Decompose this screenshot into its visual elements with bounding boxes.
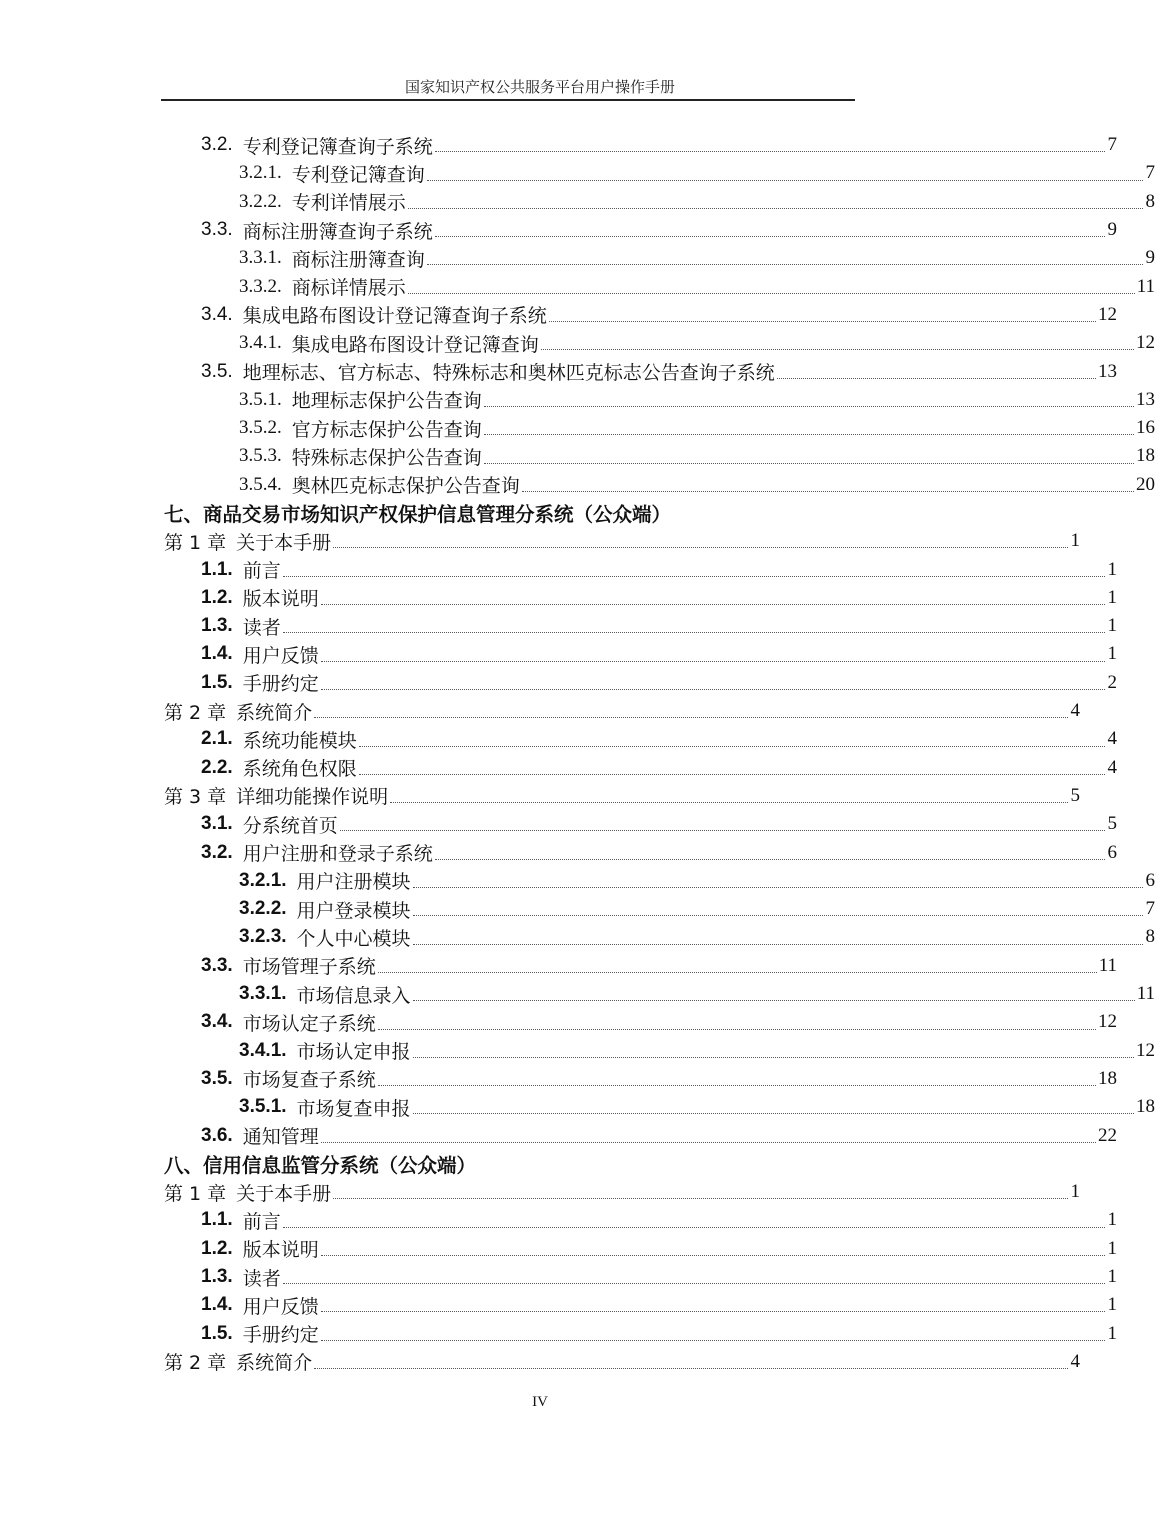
toc-entry-page: 1 — [1070, 530, 1080, 552]
toc-entry[interactable] — [0, 357, 1117, 385]
toc-entry-page: 11 — [1098, 954, 1117, 976]
toc-entry-page: 11 — [1136, 275, 1155, 297]
toc-dot-leader — [359, 773, 1105, 775]
toc-entry-title: 系统功能模块 — [242, 729, 357, 752]
toc-entry-number: 1.4. — [201, 643, 233, 665]
toc-entry-number: 3.6. — [201, 1124, 233, 1146]
toc-entry[interactable] — [0, 131, 1117, 159]
toc-entry-title: 用户注册和登录子系统 — [242, 843, 433, 866]
toc-entry-title: 用户反馈 — [242, 644, 319, 667]
toc-dot-leader — [283, 575, 1105, 577]
toc-entry-number: 3.2.2. — [239, 190, 282, 212]
toc-section-heading[interactable] — [0, 499, 1080, 527]
toc-dot-leader — [413, 1112, 1134, 1114]
toc-dot-leader — [390, 801, 1068, 803]
toc-entry-page: 4 — [1107, 756, 1117, 778]
toc-entry-page: 4 — [1070, 700, 1080, 722]
toc-entry-page: 6 — [1107, 841, 1117, 863]
toc-entry[interactable] — [0, 386, 1155, 414]
toc-entry[interactable] — [0, 923, 1155, 951]
toc-entry-title: 版本说明 — [242, 588, 319, 611]
toc-entry-page: 7 — [1145, 898, 1155, 920]
toc-entry-number: 3.3. — [201, 954, 233, 976]
toc-entry-title: 系统简介 — [236, 701, 313, 724]
toc-entry[interactable] — [0, 244, 1155, 272]
toc-entry-number: 第 2 章 — [164, 701, 227, 724]
toc-entry-title: 官方标志保护公告查询 — [291, 418, 482, 441]
toc-entry[interactable] — [0, 1235, 1117, 1263]
toc-entry-number: 1.1. — [201, 558, 233, 580]
toc-dot-leader — [435, 150, 1105, 152]
page-number: IV — [532, 1394, 548, 1410]
toc-entry[interactable] — [0, 216, 1117, 244]
toc-entry-page: 4 — [1070, 1350, 1080, 1372]
toc-dot-leader — [321, 1339, 1105, 1341]
toc-dot-leader — [427, 263, 1143, 265]
toc-entry-page: 12 — [1136, 1039, 1155, 1061]
toc-entry[interactable] — [0, 1065, 1117, 1093]
toc-entry[interactable] — [0, 697, 1080, 725]
toc-entry[interactable] — [0, 895, 1155, 923]
toc-entry-page: 8 — [1145, 926, 1155, 948]
toc-entry-page: 8 — [1145, 190, 1155, 212]
toc-entry-title: 分系统首页 — [242, 814, 338, 837]
toc-entry-title: 集成电路布图设计登记簿查询子系统 — [242, 305, 547, 328]
toc-entry[interactable] — [0, 1178, 1080, 1206]
toc-dot-leader — [340, 829, 1105, 831]
toc-entry-number: 3.3.1. — [239, 247, 282, 269]
toc-entry-number: 3.2.1. — [239, 869, 287, 891]
toc-entry[interactable] — [0, 669, 1117, 697]
toc-dot-leader — [378, 1028, 1096, 1030]
toc-entry-number: 3.1. — [201, 813, 233, 835]
toc-entry[interactable] — [0, 612, 1117, 640]
toc-entry-page: 12 — [1098, 1011, 1117, 1033]
toc-entry-page: 1 — [1107, 1237, 1117, 1259]
toc-entry-page: 1 — [1107, 1209, 1117, 1231]
toc-entry-page: 7 — [1107, 134, 1117, 156]
toc-entry-page: 13 — [1098, 360, 1117, 382]
toc-entry-number: 3.3. — [201, 219, 233, 241]
toc-entry-number: 第 3 章 — [164, 786, 227, 809]
toc-entry-page: 1 — [1107, 615, 1117, 637]
toc-dot-leader — [427, 179, 1143, 181]
toc-dot-leader — [283, 1226, 1105, 1228]
toc-dot-leader — [541, 348, 1134, 350]
toc-entry-page: 1 — [1107, 1294, 1117, 1316]
toc-entry[interactable] — [0, 725, 1117, 753]
toc-dot-leader — [435, 235, 1105, 237]
toc-entry-number: 3.4.1. — [239, 332, 282, 354]
toc-entry-number: 3.2. — [201, 841, 233, 863]
toc-entry-number: 3.2.1. — [239, 162, 282, 184]
toc-entry-title: 读者 — [242, 616, 281, 639]
toc-entry-page: 11 — [1136, 983, 1155, 1005]
toc-entry-title: 关于本手册 — [236, 531, 332, 554]
toc-entry[interactable] — [0, 442, 1155, 470]
toc-entry-title: 市场复查申报 — [296, 1097, 411, 1120]
toc-entry-title: 前言 — [242, 1210, 281, 1233]
toc-entry[interactable] — [0, 782, 1080, 810]
toc-entry-number: 第 1 章 — [164, 531, 227, 554]
toc-entry-page: 18 — [1136, 1096, 1155, 1118]
toc-entry[interactable] — [0, 1037, 1155, 1065]
toc-entry-page: 18 — [1136, 445, 1155, 467]
toc-entry-title: 系统角色权限 — [242, 758, 357, 781]
toc-entry[interactable] — [0, 555, 1117, 583]
toc-entry-number: 3.2.3. — [239, 926, 287, 948]
toc-dot-leader — [333, 1197, 1068, 1199]
toc-dot-leader — [378, 971, 1097, 973]
toc-entry-title: 前言 — [242, 560, 281, 583]
toc-entry-title: 用户注册模块 — [296, 871, 411, 894]
toc-dot-leader — [413, 999, 1135, 1001]
toc-entry[interactable] — [0, 471, 1155, 499]
toc-entry-number: 1.3. — [201, 1266, 233, 1288]
toc-entry-number: 3.4. — [201, 303, 233, 325]
toc-entry-number: 1.3. — [201, 615, 233, 637]
toc-entry-title: 七、商品交易市场知识产权保护信息管理分系统（公众端） — [164, 503, 672, 526]
toc-entry-page: 1 — [1107, 643, 1117, 665]
running-header-title: 国家知识产权公共服务平台用户操作手册 — [404, 78, 675, 96]
toc-entry-page: 18 — [1098, 1067, 1117, 1089]
toc-entry-title: 地理标志保护公告查询 — [291, 390, 482, 413]
toc-dot-leader — [314, 1367, 1068, 1369]
toc-entry[interactable] — [0, 754, 1117, 782]
toc-entry-page: 1 — [1107, 586, 1117, 608]
toc-dot-leader — [413, 886, 1143, 888]
toc-entry-page: 7 — [1145, 162, 1155, 184]
toc-entry-page: 4 — [1107, 728, 1117, 750]
toc-entry[interactable] — [0, 527, 1080, 555]
toc-entry[interactable] — [0, 188, 1155, 216]
toc-entry-number: 3.3.1. — [239, 983, 287, 1005]
toc-entry[interactable] — [0, 1348, 1080, 1376]
toc-entry-title: 市场管理子系统 — [242, 956, 376, 979]
toc-entry-page: 12 — [1098, 303, 1117, 325]
toc-dot-leader — [321, 603, 1105, 605]
toc-entry-title: 市场复查子系统 — [242, 1069, 376, 1092]
toc-entry-page: 16 — [1136, 417, 1155, 439]
toc-entry-title: 市场认定子系统 — [242, 1012, 376, 1035]
toc-entry-title: 用户登录模块 — [296, 899, 411, 922]
toc-entry-title: 专利详情展示 — [291, 192, 406, 215]
toc-entry-page: 1 — [1107, 1322, 1117, 1344]
table-of-contents — [0, 131, 1155, 1376]
toc-dot-leader — [484, 405, 1134, 407]
toc-entry[interactable] — [0, 1291, 1117, 1319]
toc-entry-number: 2.2. — [201, 756, 233, 778]
toc-dot-leader — [408, 292, 1135, 294]
toc-dot-leader — [435, 858, 1105, 860]
toc-entry[interactable] — [0, 1263, 1117, 1291]
toc-entry[interactable] — [0, 1121, 1117, 1149]
header-divider — [161, 99, 855, 101]
toc-dot-leader — [314, 716, 1068, 718]
toc-dot-leader — [321, 660, 1105, 662]
toc-entry-page: 20 — [1136, 473, 1155, 495]
toc-entry-title: 商标注册簿查询子系统 — [242, 220, 433, 243]
toc-entry-title: 八、信用信息监管分系统（公众端） — [164, 1153, 477, 1177]
toc-entry-number: 3.2.2. — [239, 898, 287, 920]
toc-dot-leader — [283, 1282, 1105, 1284]
toc-entry-number: 3.5.1. — [239, 1096, 287, 1118]
toc-entry-title: 专利登记簿查询子系统 — [242, 135, 433, 158]
toc-dot-leader — [522, 490, 1134, 492]
toc-entry-title: 地理标志、官方标志、特殊标志和奥林匹克标志公告查询子系统 — [242, 362, 775, 385]
toc-dot-leader — [777, 377, 1096, 379]
toc-entry-title: 专利登记簿查询 — [291, 163, 425, 186]
toc-entry[interactable] — [0, 810, 1117, 838]
toc-entry-number: 1.5. — [201, 1322, 233, 1344]
toc-entry-number: 3.3.2. — [239, 275, 282, 297]
toc-entry[interactable] — [0, 329, 1155, 357]
toc-entry-title: 详细功能操作说明 — [236, 786, 389, 809]
toc-entry-title: 个人中心模块 — [296, 927, 411, 950]
toc-dot-leader — [321, 688, 1105, 690]
toc-entry-title: 奥林匹克标志保护公告查询 — [291, 475, 520, 498]
toc-entry[interactable] — [0, 159, 1155, 187]
toc-entry-title: 商标注册簿查询 — [291, 248, 425, 271]
toc-entry-number: 3.5.1. — [239, 388, 282, 410]
toc-entry-number: 第 1 章 — [164, 1182, 227, 1205]
toc-entry-number: 1.1. — [201, 1209, 233, 1231]
toc-entry[interactable] — [0, 838, 1117, 866]
toc-entry[interactable] — [0, 1008, 1117, 1036]
toc-entry-number: 1.4. — [201, 1294, 233, 1316]
toc-entry[interactable] — [0, 867, 1155, 895]
toc-entry-page: 9 — [1145, 247, 1155, 269]
toc-entry-page: 1 — [1107, 1266, 1117, 1288]
toc-entry-title: 手册约定 — [242, 1324, 319, 1347]
toc-dot-leader — [549, 320, 1096, 322]
toc-section-heading[interactable] — [0, 1150, 1080, 1178]
toc-entry[interactable] — [0, 301, 1117, 329]
toc-entry-page: 9 — [1107, 219, 1117, 241]
toc-entry[interactable] — [0, 272, 1155, 300]
toc-dot-leader — [484, 433, 1134, 435]
toc-dot-leader — [321, 1254, 1105, 1256]
toc-entry-title: 市场认定申报 — [296, 1041, 411, 1064]
toc-entry-number: 3.5.3. — [239, 445, 282, 467]
toc-entry-title: 手册约定 — [242, 673, 319, 696]
toc-entry-number: 2.1. — [201, 728, 233, 750]
toc-entry[interactable] — [0, 980, 1155, 1008]
toc-entry-page: 6 — [1145, 869, 1155, 891]
toc-entry[interactable] — [0, 414, 1155, 442]
toc-dot-leader — [283, 631, 1105, 633]
toc-dot-leader — [413, 1056, 1134, 1058]
toc-entry-number: 第 2 章 — [164, 1352, 227, 1375]
toc-entry-page: 2 — [1107, 671, 1117, 693]
toc-entry-page: 5 — [1070, 784, 1080, 806]
toc-entry-number: 3.5.4. — [239, 473, 282, 495]
toc-dot-leader — [333, 546, 1068, 548]
toc-dot-leader — [413, 943, 1143, 945]
toc-dot-leader — [408, 207, 1143, 209]
toc-entry-title: 版本说明 — [242, 1239, 319, 1262]
toc-entry[interactable] — [0, 584, 1117, 612]
toc-entry-page: 13 — [1136, 388, 1155, 410]
toc-entry-number: 3.2. — [201, 134, 233, 156]
toc-entry-number: 3.5. — [201, 1067, 233, 1089]
toc-entry-title: 系统简介 — [236, 1352, 313, 1375]
toc-dot-leader — [413, 914, 1143, 916]
toc-entry-number: 3.4. — [201, 1011, 233, 1033]
toc-entry-title: 读者 — [242, 1267, 281, 1290]
toc-entry-number: 3.5. — [201, 360, 233, 382]
toc-entry-page: 5 — [1107, 813, 1117, 835]
toc-entry[interactable] — [0, 952, 1117, 980]
toc-entry-number: 1.2. — [201, 586, 233, 608]
toc-entry-page: 22 — [1098, 1124, 1117, 1146]
toc-entry-page: 1 — [1070, 1181, 1080, 1203]
toc-dot-leader — [321, 1141, 1096, 1143]
toc-entry-title: 集成电路布图设计登记簿查询 — [291, 333, 539, 356]
toc-entry-number: 1.2. — [201, 1237, 233, 1259]
toc-entry[interactable] — [0, 1319, 1117, 1347]
toc-entry[interactable] — [0, 1093, 1155, 1121]
toc-entry-title: 市场信息录入 — [296, 984, 411, 1007]
toc-entry-number: 1.5. — [201, 671, 233, 693]
toc-entry-title: 特殊标志保护公告查询 — [291, 446, 482, 469]
toc-dot-leader — [321, 1310, 1105, 1312]
toc-entry-page: 12 — [1136, 332, 1155, 354]
toc-entry-number: 3.4.1. — [239, 1039, 287, 1061]
toc-entry-page: 1 — [1107, 558, 1117, 580]
toc-entry[interactable] — [0, 640, 1117, 668]
toc-dot-leader — [484, 462, 1134, 464]
toc-entry-title: 关于本手册 — [236, 1182, 332, 1205]
toc-entry-title: 通知管理 — [242, 1126, 319, 1149]
toc-dot-leader — [378, 1084, 1096, 1086]
toc-entry-title: 商标详情展示 — [291, 277, 406, 300]
toc-dot-leader — [359, 745, 1105, 747]
toc-entry-title: 用户反馈 — [242, 1295, 319, 1318]
toc-entry-number: 3.5.2. — [239, 417, 282, 439]
toc-entry[interactable] — [0, 1206, 1117, 1234]
